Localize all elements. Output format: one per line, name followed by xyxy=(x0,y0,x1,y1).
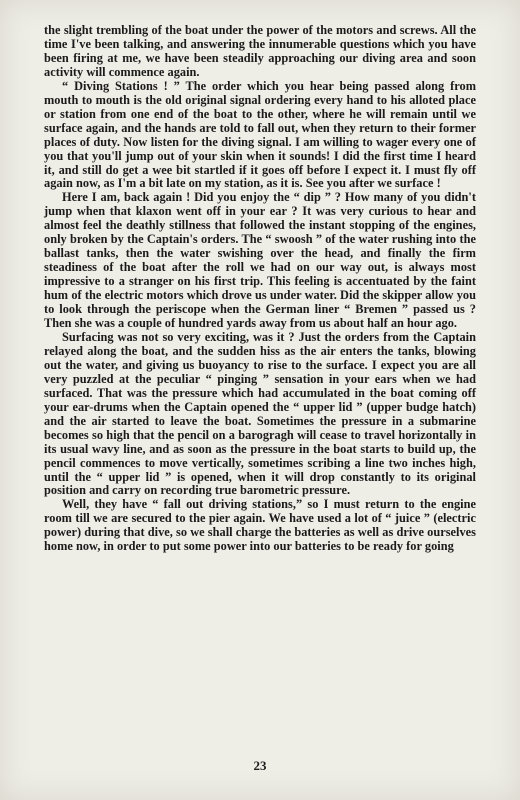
page-number: 23 xyxy=(253,758,267,773)
paragraph-surfacing: Surfacing was not so very exciting, was it ? Just the orders from the Captain relayed along the boat, and the sudden hiss as the air enters the tanks, blowing out the water, and giving us buoyancy to rise to the surface. I expect you are all very puzzled at the peculiar “ pinging ” sensation in your ears when we had surfaced. That was the pressure which had accumulated in the boat coming off your ear-drums when the Captain opened the “ upper lid ” (upper budge hatch) and the air started to leave the boat. Sometimes the pressure in a submarine becomes so high that the pencil on a barogragh will cease to travel horizontally in its usual wavy line, and as soon as the pressure in the boat starts to build up, the pencil commences to move vertically, sometimes scribing a line two inches high, until the “ upper lid ” is opened, when it will drop constantly to its original position and carry on recording true barometric pressure. xyxy=(44,329,476,498)
paragraph-diving-stations: “ Diving Stations ! ” The order which you hear being passed along from mouth to mouth is the old original signal ordering every hand to his alloted place or station from one end of the boat to the other, where he will remain until we surface again, and the hands are told to fall out, when they return to their former places of duty. Now listen for the diving signal. I am willing to wager every one of you that you'll jump out of your skin when it sounds! I did the first time I heard it, and still do get a wee bit startled if it goes off before I expect it. I must fly off again now, as I'm a bit late on my station, as it is. See you after we surface ! xyxy=(44,78,476,191)
paragraph-fall-out: Well, they have “ fall out driving stations,” so I must return to the engine room till we are secured to the pier again. We have used a lot of “ juice ” (electric power) during that dive, so we shall charge the batteries as well as drive ourselves home now, in order to put some power into our batteries to be ready for going xyxy=(44,497,476,554)
body-text xyxy=(44,24,476,554)
paragraph-continuation: the slight trembling of the boat under the power of the motors and screws. All the time I've been talking, and answering the innumerable questions which you have been firing at me, we have been steadily approaching our diving area and soon activity will commence again. xyxy=(44,23,476,79)
paragraph-back-again: Here I am, back again ! Did you enjoy the “ dip ” ? How many of you didn't jump when that klaxon went off in your ear ? It was very curious to hear and almost feel the deathly stillness that followed the instant stopping of the engines, only broken by the Captain's orders. The “ swoosh ” of the water rushing into the ballast tanks, then the water swishing over the head, and finally the firm steadiness of the boat after the roll we had on our way out, is always most impressive to a stranger on his first trip. This feeling is accentuated by the faint hum of the electric motors which drove us under water. Did the skipper allow you to look through the periscope when the German liner “ Bremen ” passed us ? Then she was a couple of hundred yards away from us about half an hour ago. xyxy=(44,190,476,331)
